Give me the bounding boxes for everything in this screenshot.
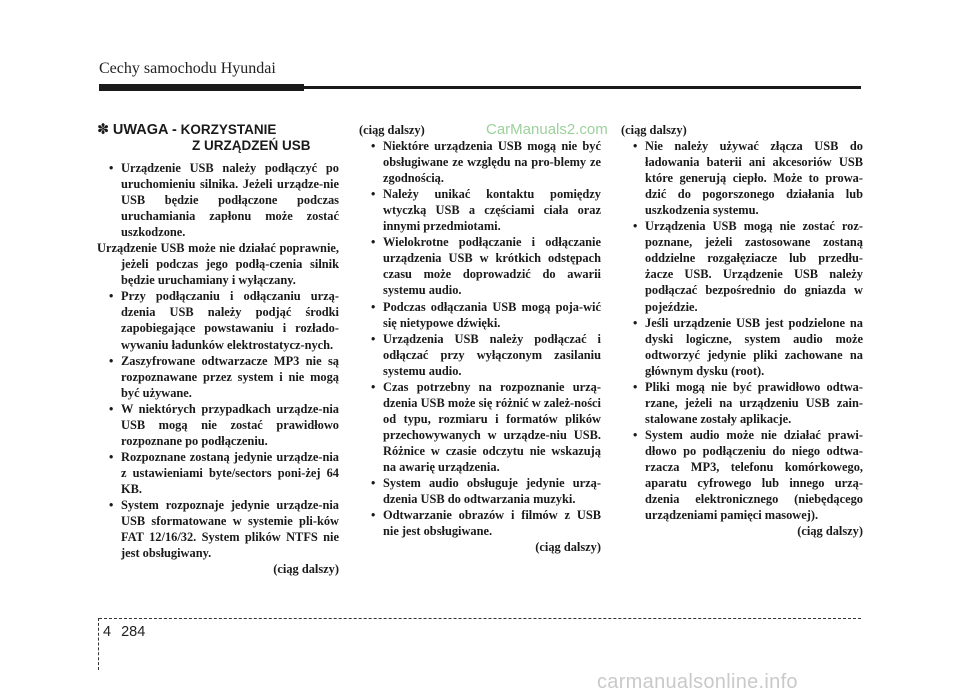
warning-symbol-icon: ✽ [97,122,110,138]
continued-label: (ciąg dalszy) [273,562,339,577]
list-item: • Należy unikać kontaktu pomiędzy wtyczką USB a częściami ciała oraz innymi przedmiotami. [359,186,601,234]
footer-divider [98,618,99,670]
continued-top-label: (ciąg dalszy) [359,123,425,137]
page-number-value: 284 [121,624,146,640]
warning-title-line1: KORZYSTANIE [180,122,277,137]
list-item: • Odtwarzanie obrazów i filmów z USB nie jest obsługiwane. [359,507,601,539]
continued-label: (ciąg dalszy) [535,540,601,555]
continued-label: (ciąg dalszy) [797,524,863,539]
page-header-title: Cechy samochodu Hyundai [99,60,276,77]
list-item: • Zaszyfrowane odtwarzacze MP3 nie są rozpoznawane przez system i nie mogą być używane. [97,353,339,401]
list-item: • System audio może nie działać prawi-dłowo po podłączeniu do niego odtwa-rzacza MP3, telefonu komórkowego, aparatu cyfrowego lub innego urzą-dzenia elektronicznego (niebędącego urządzeniami pamięci masowej). [621,427,863,523]
list-item: • Czas potrzebny na rozpoznanie urzą-dzenia USB może się różnić w zależ-ności od typu, rozmiaru i formatów plików przechowywanych w urządze-niu USB. Różnice w czasie odczytu nie wskazują na awarię urządzenia. [359,379,601,475]
header-rule-accent [99,84,304,91]
list-item: • Niektóre urządzenia USB mogą nie być obsługiwane ze względu na pro-blemy ze zgodnością. [359,138,601,186]
bullet-list [621,138,863,523]
continued-top-label: (ciąg dalszy) [621,123,687,137]
list-item: • Jeśli urządzenie USB jest podzielone na dyski logiczne, system audio może odtworzyć jedynie pliki zachowane na głównym dysku (root). [621,315,863,379]
list-item: • System audio obsługuje jedynie urzą-dzenia USB do odtwarzania muzyki. [359,475,601,507]
watermark-bottom: carmanualsonline.info [597,671,798,693]
list-item: • Urządzenia USB mogą nie zostać roz-poznane, jeżeli zastosowane zostaną oddzielne rozgałęziacze lub przedłu-żacze USB. Urządzenie USB należy podłączać bezpośrednio do gniazda w pojeździe. [621,218,863,314]
chapter-number: 4 [103,624,112,640]
list-item: • System rozpoznaje jedynie urządze-nia USB sformatowane w systemie pli-ków FAT 12/16/32. System plików NTFS nie jest obsługiwany. [97,497,339,561]
bullet-list [97,288,339,561]
bullet-list [359,138,601,539]
paragraph: Urządzenie USB może nie działać poprawnie, jeżeli podczas jego podłą-czenia silnik będzie uruchamiany i wyłączany. [97,241,339,288]
list-item: • Urządzenie USB należy podłączyć po uruchomieniu silnika. Jeżeli urządze-nie USB będzie podłączone podczas uruchamiania zapłonu może zostać uszkodzone. [97,160,339,240]
column-2 [359,122,601,555]
warning-title-line2: Z URZĄDZEŃ USB [192,138,311,153]
list-item: • Wielokrotne podłączanie i odłączanie urządzenia USB w krótkich odstępach czasu może doprowadzić do awarii systemu audio. [359,234,601,298]
list-item: • Pliki mogą nie być prawidłowo odtwa-rzane, jeżeli na urządzeniu USB zain-stalowane zostały aplikacje. [621,379,863,427]
bullet-list [97,160,339,240]
header-rule [99,86,861,89]
column-3 [621,122,863,539]
warning-title [97,122,339,154]
list-item: • Rozpoznane zostaną jedynie urządze-nia z ustawieniami byte/sectors poni-żej 64 KB. [97,449,339,497]
footer-rule [99,618,861,619]
list-item: • Przy podłączaniu i odłączaniu urzą-dzenia USB należy podjąć środki zapobiegające powstawaniu i rozłado-wywaniu ładunków elektrostatycz-nych. [97,288,339,352]
watermark-top: CarManuals2.com [486,121,608,138]
list-item: • Urządzenia USB należy podłączać i odłączać przy wyłączonym zasilaniu systemu audio. [359,331,601,379]
column-1 [97,122,339,577]
page-number [103,624,145,640]
list-item: • W niektórych przypadkach urządze-nia USB mogą nie zostać prawidłowo rozpoznane po podłączeniu. [97,401,339,449]
warning-title-word: UWAGA - [112,122,177,138]
list-item: • Podczas odłączania USB mogą poja-wić się nietypowe dźwięki. [359,299,601,331]
list-item: • Nie należy używać złącza USB do ładowania baterii ani akcesoriów USB które generują ciepło. Może to prowa-dzić do pogorszonego działania lub uszkodzenia systemu. [621,138,863,218]
